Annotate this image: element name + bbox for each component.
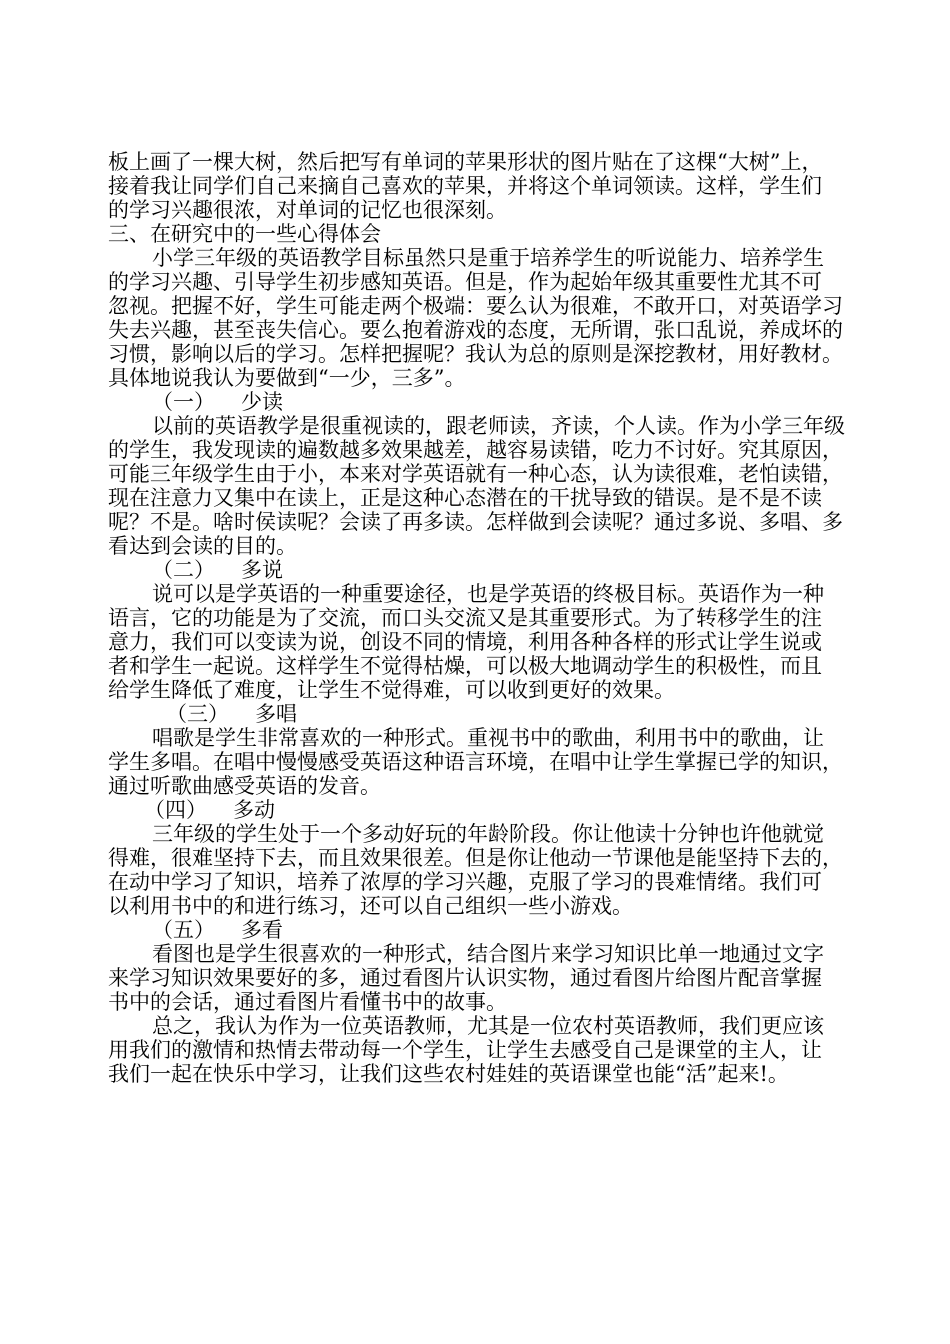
paragraph-line: 看图也是学生很喜欢的一种形式，结合图片来学习知识比单一地通过文字: [152, 942, 824, 966]
paragraph-line: 呢？不是。啥时侯读呢？会读了再多读。怎样做到会读呢？通过多说、多唱、多: [108, 510, 843, 534]
paragraph-line: 可能三年级学生由于小，本来对学英语就有一种心态，认为读很难，老怕读错，: [108, 462, 843, 486]
paragraph-line: 以利用书中的和进行练习，还可以自己组织一些小游戏。: [108, 894, 633, 918]
paragraph-line: 给学生降低了难度，让学生不觉得难，可以收到更好的效果。: [108, 678, 675, 702]
subheading-title: 多动: [233, 798, 275, 822]
paragraph-line: 板上画了一棵大树，然后把写有单词的苹果形状的图片贴在了这棵“大树”上，: [108, 150, 823, 174]
paragraph-line: 的学习兴趣、引导学生初步感知英语。但是，作为起始年级其重要性尤其不可: [108, 270, 822, 294]
paragraph-line: 用我们的激情和热情去带动每一个学生，让学生去感受自己是课堂的主人，让: [108, 1038, 822, 1062]
paragraph-line: 在动中学习了知识，培养了浓厚的学习兴趣，克服了学习的畏难情绪。我们可: [108, 870, 822, 894]
paragraph-line: 看达到会读的目的。: [108, 534, 297, 558]
subheading-title: 多看: [241, 918, 283, 942]
paragraph-line: 意力，我们可以变读为说，创设不同的情境，利用各种各样的形式让学生说或: [108, 630, 822, 654]
subheading-5: [108, 918, 860, 942]
paragraph-line: 失去兴趣，甚至丧失信心。要么抱着游戏的态度，无所谓，张口乱说，养成坏的: [108, 318, 843, 342]
section-heading: 三、在研究中的一些心得体会: [108, 222, 381, 246]
paragraph-line: 通过听歌曲感受英语的发音。: [108, 774, 381, 798]
subheading-number: （五）: [152, 918, 215, 942]
paragraph-line: 小学三年级的英语教学目标虽然只是重于培养学生的听说能力、培养学生: [152, 246, 824, 270]
subheading-1: [108, 390, 860, 414]
paragraph-line: 接着我让同学们自己来摘自己喜欢的苹果，并将这个单词领读。这样，学生们: [108, 174, 822, 198]
subheading-4: [108, 798, 860, 822]
paragraph-line: 学生多唱。在唱中慢慢感受英语这种语言环境，在唱中让学生掌握已学的知识，: [108, 750, 843, 774]
paragraph-line: 书中的会话，通过看图片看懂书中的故事。: [108, 990, 507, 1014]
subheading-title: 多唱: [255, 702, 297, 726]
paragraph-line: 者和学生一起说。这样学生不觉得枯燥，可以极大地调动学生的积极性，而且: [108, 654, 822, 678]
paragraph-line: 现在注意力又集中在读上，正是这种心态潜在的干扰导致的错误。是不是不读: [108, 486, 822, 510]
paragraph-line: 我们一起在快乐中学习，让我们这些农村娃娃的英语课堂也能“活”起来!。: [108, 1062, 789, 1086]
subheading-title: 多说: [241, 558, 283, 582]
document-body: [108, 150, 860, 1086]
paragraph-line: 总之，我认为作为一位英语教师，尤其是一位农村英语教师，我们更应该: [152, 1014, 824, 1038]
subheading-number: （二）: [152, 558, 215, 582]
subheading-3: [108, 702, 860, 726]
subheading-title: 少读: [241, 390, 283, 414]
paragraph-line: 来学习知识效果要好的多，通过看图片认识实物，通过看图片给图片配音掌握: [108, 966, 822, 990]
paragraph-line: 三年级的学生处于一个多动好玩的年龄阶段。你让他读十分钟也许他就觉: [152, 822, 824, 846]
paragraph-line: 的学习兴趣很浓，对单词的记忆也很深刻。: [108, 198, 507, 222]
paragraph-line: 语言，它的功能是为了交流，而口头交流又是其重要形式。为了转移学生的注: [108, 606, 822, 630]
subheading-2: [108, 558, 860, 582]
paragraph-line: 具体地说我认为要做到“一少，三多”。: [108, 366, 466, 390]
paragraph-line: 习惯，影响以后的学习。怎样把握呢？我认为总的原则是深挖教材，用好教材。: [108, 342, 843, 366]
paragraph-line: 得难，很难坚持下去，而且效果很差。但是你让他动一节课他是能坚持下去的，: [108, 846, 843, 870]
paragraph-line: 的学生，我发现读的遍数越多效果越差，越容易读错，吃力不讨好。究其原因，: [108, 438, 843, 462]
paragraph-line: 说可以是学英语的一种重要途径，也是学英语的终极目标。英语作为一种: [152, 582, 824, 606]
paragraph-line: 忽视。把握不好，学生可能走两个极端：要么认为很难，不敢开口，对英语学习: [108, 294, 843, 318]
subheading-number: （四）: [144, 798, 207, 822]
paragraph-line: 以前的英语教学是很重视读的，跟老师读，齐读，个人读。作为小学三年级: [152, 414, 845, 438]
paragraph-line: 唱歌是学生非常喜欢的一种形式。重视书中的歌曲，利用书中的歌曲，让: [152, 726, 824, 750]
subheading-number: （一）: [152, 390, 215, 414]
subheading-number: （三）: [166, 702, 229, 726]
